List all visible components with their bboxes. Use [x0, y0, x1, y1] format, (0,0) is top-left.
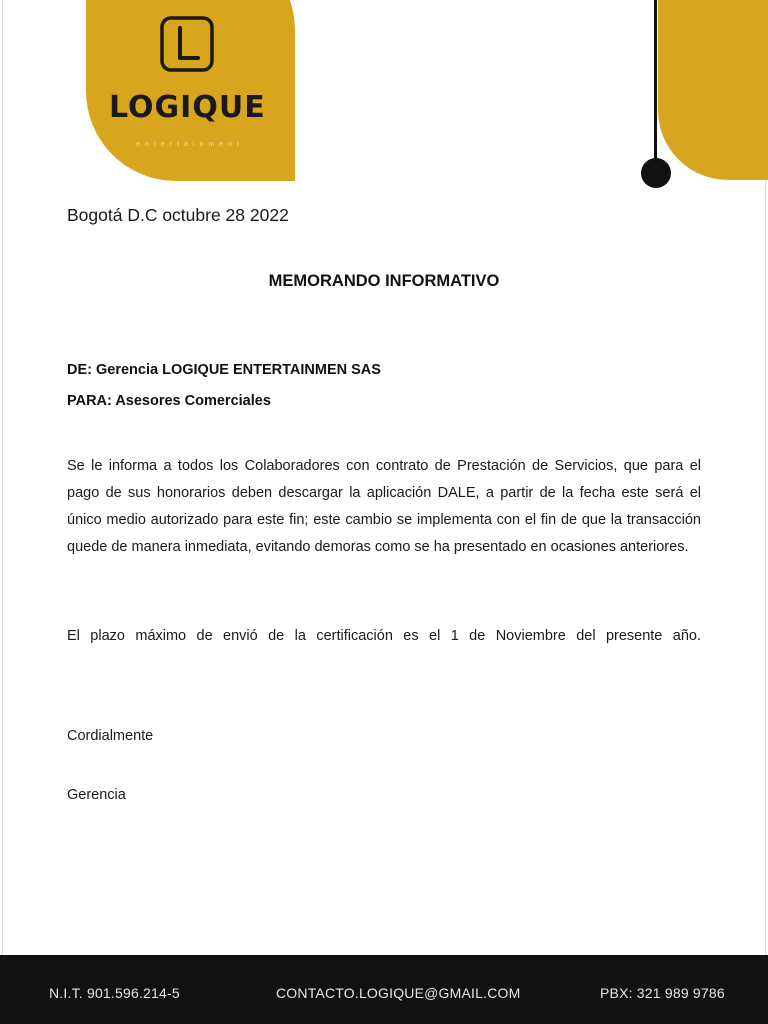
- memo-closing: Cordialmente: [67, 728, 154, 744]
- corner-decoration: [658, 0, 768, 180]
- memo-body-paragraph: Se le informa a todos los Colaboradores con contrato de Prestación de Servicios, que para el pago de sus honorarios deben descargar la aplicación DALE, a partir de la fecha este será el único medio autorizado para este fin; este cambio se implementa con el fin de que la transacción quede de manera inmediata, evitando demoras como se ha presentado en ocasiones anteriores.: [67, 458, 701, 555]
- memo-to: PARA: Asesores Comerciales: [67, 393, 271, 409]
- footer-nit: N.I.T. 901.596.214-5: [49, 985, 180, 1001]
- pendulum-line: [654, 0, 657, 160]
- footer-phone: PBX: 321 989 9786: [600, 985, 725, 1001]
- memo-from: DE: Gerencia LOGIQUE ENTERTAINMEN SAS: [67, 362, 381, 378]
- memo-title: MEMORANDO INFORMATIVO: [268, 272, 500, 290]
- memo-signature: Gerencia: [67, 787, 126, 803]
- footer-email[interactable]: CONTACTO.LOGIQUE@GMAIL.COM: [276, 985, 521, 1001]
- pendulum-dot: [641, 158, 671, 188]
- logo-subtext: entertainment: [136, 141, 244, 148]
- memo-deadline-paragraph: El plazo máximo de envió de la certificación es el 1 de Noviembre del presente año.: [67, 628, 701, 644]
- memo-date: Bogotá D.C octubre 28 2022: [67, 205, 289, 225]
- logo-wordmark: LOGIQUE: [109, 90, 266, 125]
- rounded-square-L-icon: [160, 16, 214, 72]
- footer-bar: [0, 955, 768, 1024]
